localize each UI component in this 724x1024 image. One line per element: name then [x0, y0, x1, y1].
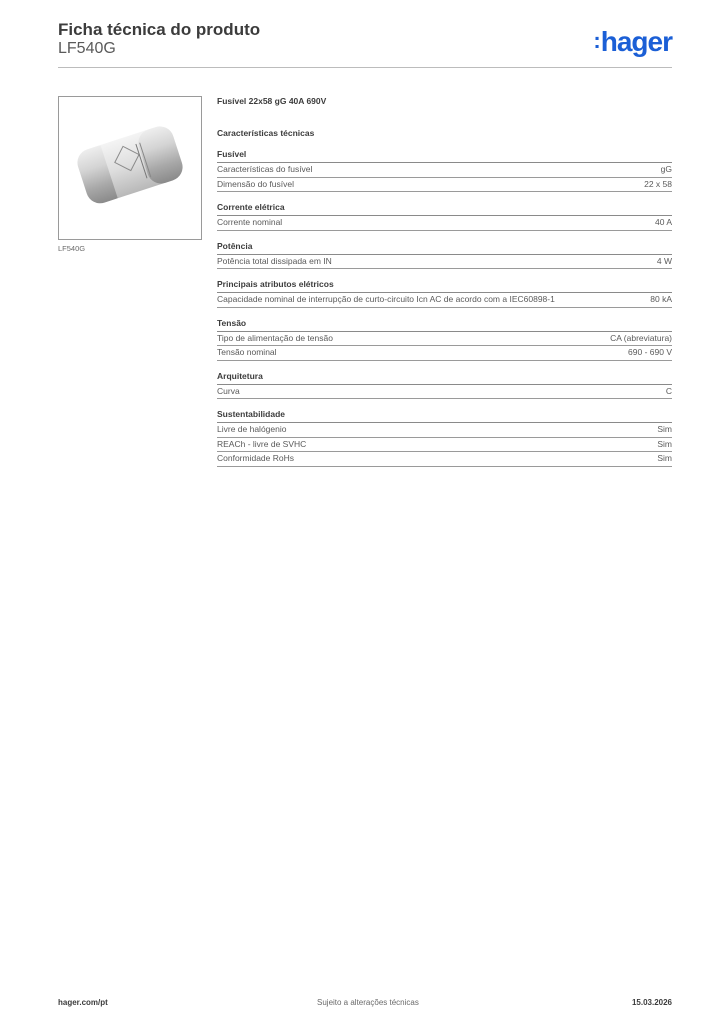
spec-label: Potência total dissipada em IN [217, 255, 332, 266]
section-corrente [217, 202, 672, 231]
section-fusivel [217, 149, 672, 192]
product-image [58, 96, 202, 240]
logo-text: hager [600, 26, 672, 57]
spec-row [217, 423, 672, 438]
section-title: Arquitetura [217, 371, 672, 385]
footer-note: Sujeito a alterações técnicas [317, 998, 419, 1007]
section-atributos [217, 279, 672, 308]
spec-row [217, 178, 672, 193]
spec-value: Sim [657, 424, 672, 434]
section-title: Tensão [217, 318, 672, 332]
spec-row [217, 163, 672, 178]
section-title: Principais atributos elétricos [217, 279, 672, 293]
section-title: Sustentabilidade [217, 409, 672, 423]
footer-date: 15.03.2026 [631, 998, 672, 1007]
spec-row [217, 332, 672, 347]
section-arquitetura [217, 371, 672, 400]
spec-label: Capacidade nominal de interrupção de curto-circuito Icn AC de acordo com a IEC60898-1 [217, 294, 555, 304]
spec-label: REACh - livre de SVHC [217, 438, 307, 449]
image-caption: LF540G [58, 244, 86, 253]
spec-value: 4 W [656, 255, 672, 266]
spec-label: Curva [217, 385, 240, 396]
spec-label: Corrente nominal [217, 217, 283, 227]
spec-value: Sim [657, 453, 672, 463]
page-title: Ficha técnica do produto [58, 20, 261, 39]
spec-label: Tensão nominal [217, 347, 277, 357]
section-title: Fusível [217, 149, 672, 163]
spec-row [217, 293, 672, 308]
spec-value: 80 kA [650, 294, 672, 304]
section-tensao [217, 318, 672, 361]
spec-row [217, 346, 672, 361]
footer-website-link[interactable]: hager.com/pt [58, 998, 108, 1007]
spec-value: C [665, 385, 672, 396]
section-title: Corrente elétrica [217, 202, 672, 216]
spec-row [217, 452, 672, 467]
spec-label: Conformidade RoHs [217, 453, 295, 463]
spec-value: Sim [657, 438, 672, 449]
spec-row [217, 438, 672, 453]
spec-value: CA (abreviatura) [610, 332, 672, 343]
specs-panel [217, 96, 672, 467]
spec-label: Tipo de alimentação de tensão [217, 332, 333, 343]
spec-value: 40 A [654, 217, 672, 227]
section-potencia [217, 241, 672, 270]
tech-heading: Características técnicas [217, 128, 315, 138]
spec-value: 690 - 690 V [628, 347, 672, 357]
spec-value: 22 x 58 [644, 178, 672, 189]
hager-logo: :hager [593, 26, 672, 57]
header-divider [58, 67, 672, 68]
fuse-image-icon [59, 97, 201, 239]
product-title: Fusível 22x58 gG 40A 690V [217, 96, 327, 106]
section-title: Potência [217, 241, 672, 255]
spec-label: Características do fusível [217, 164, 313, 174]
section-sustentabilidade [217, 409, 672, 467]
spec-row [217, 385, 672, 400]
spec-row [217, 216, 672, 231]
spec-value: gG [660, 164, 672, 174]
spec-label: Livre de halógenio [217, 424, 287, 434]
spec-label: Dimensão do fusível [217, 178, 295, 189]
spec-row [217, 255, 672, 270]
product-code: LF540G [58, 40, 116, 57]
